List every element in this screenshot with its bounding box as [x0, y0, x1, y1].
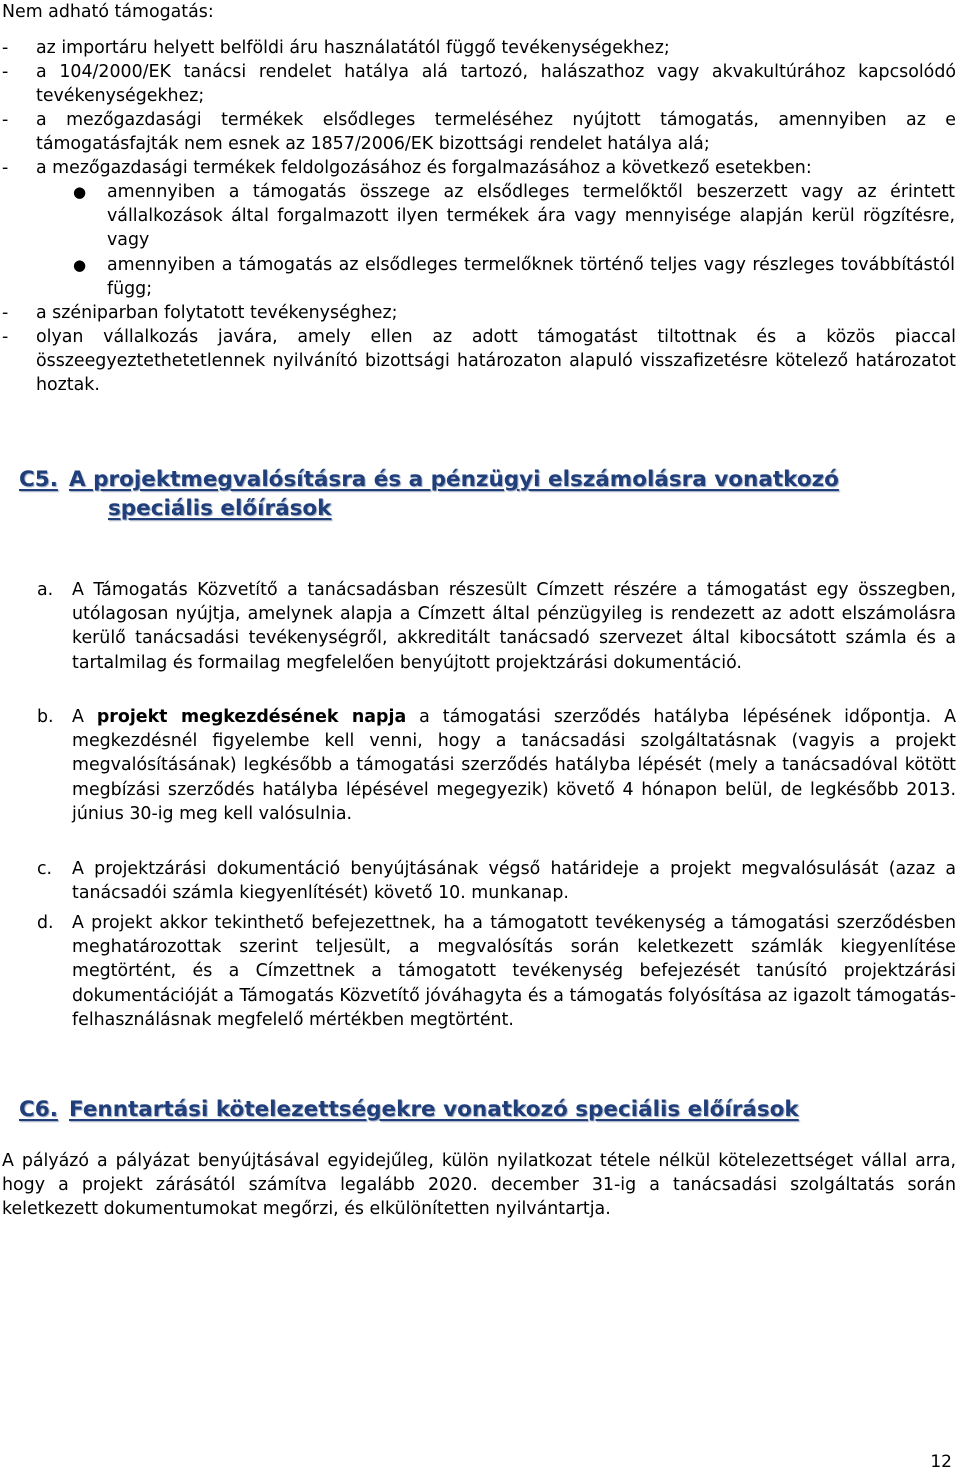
list-marker-a: a.	[37, 580, 54, 600]
intro-item-2: a 104/2000/EK tanácsi rendelet hatálya alá tartozó, halászathoz vagy akvakultúrához kapcsolódó tevékenységekhez;	[36, 62, 956, 107]
intro-item-1: az importáru helyett belföldi áru használatától függő tevékenységekhez;	[36, 38, 670, 58]
list-marker-b: b.	[37, 707, 54, 727]
bullet-marker: ●	[73, 183, 87, 201]
dash-marker: -	[2, 38, 9, 58]
intro-item-4: a mezőgazdasági termékek feldolgozásához és forgalmazásához a következő esetekben:	[36, 158, 812, 178]
c5-item-a: A Támogatás Közvetítő a tanácsadásban részesült Címzett részére a támogatást egy összegben, utólagosan nyújtja, amelynek alapja a Címzett által pénzügyileg is rendezett az adott elszámolásra kerülő tanácsadási tevékenységről, akkreditált tanácsadó szervezet által kibocsátott számla és a tartalmilag és formailag megfelelően benyújtott projektzárási dokumentáció.	[72, 580, 956, 673]
list-marker-c: c.	[37, 859, 53, 879]
c5-item-b: A projekt megkezdésének napja a támogatási szerződés hatályba lépésének időpontja. A megkezdésnél figyelembe kell venni, hogy a tanácsadási szolgáltatásnak (vagyis a projekt megvalósításának) legkésőbb a támogatási szerződés hatályba lépését (mely a tanácsadóval kötött megbízási szerződés hatályba lépésével megegyezik) követő 4 hónapon belül, de legkésőbb 2013. június 30-ig meg kell valósulnia.	[72, 707, 956, 824]
dash-marker: -	[2, 327, 9, 347]
intro-bullet-1: amennyiben a támogatás összege az elsődleges termelőktől beszerzett vagy az érintett vállalkozások által forgalmazott ilyen termékek ára vagy mennyisége alapján kerül rögzítésre, vagy	[107, 182, 955, 251]
list-marker-d: d.	[37, 913, 54, 933]
intro-item-5: a széniparban folytatott tevékenységhez;	[36, 303, 398, 323]
bullet-marker: ●	[73, 256, 87, 274]
dash-marker: -	[2, 303, 9, 323]
section-c6-number: C6.	[19, 1097, 58, 1122]
intro-heading: Nem adható támogatás:	[2, 2, 214, 22]
c5-item-d: A projekt akkor tekinthető befejezettnek, ha a támogatott tevékenység a támogatási szerződésben meghatározottak szerint teljesült, a megvalósítás során keletkezett számlák kiegyenlítése megtörtént, és a Címzettnek a támogatott tevékenység befejezését tanúsító projektzárási dokumentációját a Támogatás Közvetítő jóváhagyta és a támogatás folyósítása az igazolt támogatás-felhasználásnak megfelelő mértékben megtörtént.	[72, 913, 956, 1030]
intro-item-6: olyan vállalkozás javára, amely ellen az adott támogatást tiltottnak és a közös piaccal összeegyeztethetetlennek nyilvánító bizottsági határozaton alapuló visszafizetésre kötelező határozatot hoztak.	[36, 327, 956, 396]
section-c5-title-line2: speciális előírások	[108, 496, 332, 521]
dash-marker: -	[2, 110, 9, 130]
intro-bullet-2: amennyiben a támogatás az elsődleges termelőknek történő teljes vagy részleges továbbítástól függ;	[107, 255, 955, 300]
c5-item-c: A projektzárási dokumentáció benyújtásának végső határideje a projekt megvalósulását (azaz a tanácsadói számla kiegyenlítését) követő 10. munkanap.	[72, 859, 956, 904]
section-c5-title: A projektmegvalósításra és a pénzügyi elszámolásra vonatkozó	[69, 467, 839, 492]
section-c6-title: Fenntartási kötelezettségekre vonatkozó speciális előírások	[69, 1097, 799, 1122]
section-c5-number: C5.	[19, 467, 58, 492]
page-number: 12	[930, 1452, 952, 1472]
project-start-label: projekt megkezdésének napja	[96, 707, 407, 727]
dash-marker: -	[2, 158, 9, 178]
c6-paragraph: A pályázó a pályázat benyújtásával egyidejűleg, külön nyilatkozat tétele nélkül kötelezettséget vállal arra, hogy a projekt zárásától számítva legalább 2020. december 31-ig a tanácsadási szolgáltatás során keletkezett dokumentumokat megőrzi, és elkülönítetten nyilvántartja.	[2, 1151, 956, 1220]
dash-marker: -	[2, 62, 9, 82]
intro-item-3: a mezőgazdasági termékek elsődleges termeléséhez nyújtott támogatás, amennyiben az e támogatásfajták nem esnek az 1857/2006/EK bizottsági rendelet hatálya alá;	[36, 110, 956, 155]
